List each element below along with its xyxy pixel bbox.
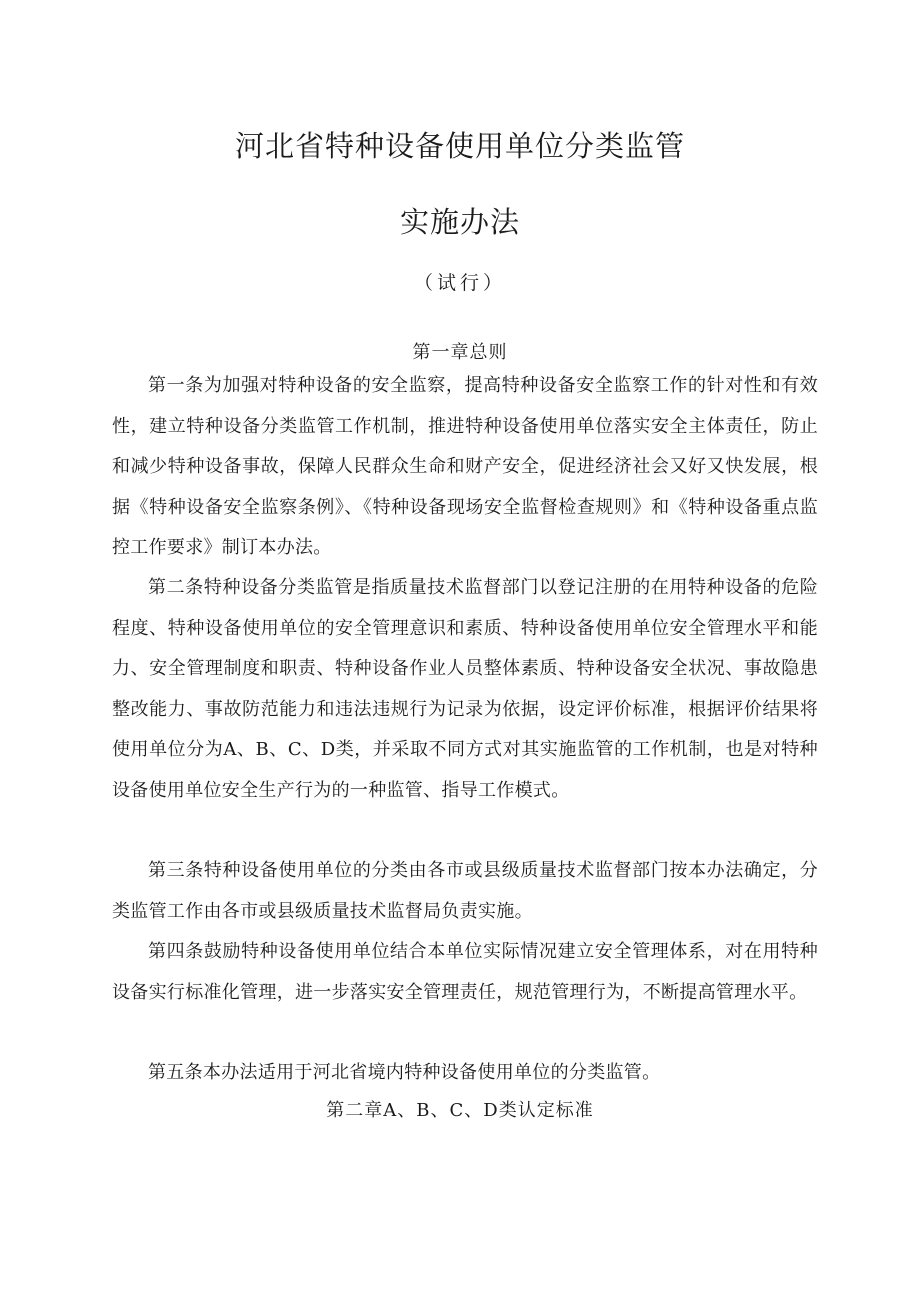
document-title-line-1: 河北省特种设备使用单位分类监管	[234, 129, 685, 163]
article-3: 第三条特种设备使用单位的分类由各市或县级质量技术监督部门按本办法确定，分类监管工作由各市或县级质量技术监督局负责实施。	[112, 860, 818, 922]
chapter-heading-1: 第一章总则	[412, 342, 508, 363]
article-2: 第二条特种设备分类监管是指质量技术监督部门以登记注册的在用特种设备的危险程度、特种设备使用单位的安全管理意识和素质、特种设备使用单位安全管理水平和能力、安全管理制度和职责、特种设备作业人员整体素质、特种设备安全状况、事故隐患整改能力、事故防范能力和违法违规行为记录为依据，设定评价标准，根据评价结果将使用单位分为A、B、C、D类，并采取不同方式对其实施监管的工作机制，也是对特种设备使用单位安全生产行为的一种监管、指导工作模式。	[112, 577, 818, 801]
document-title-line-2: 实施办法	[399, 205, 520, 239]
article-4: 第四条鼓励特种设备使用单位结合本单位实际情况建立安全管理体系，对在用特种设备实行标准化管理，进一步落实安全管理责任，规范管理行为，不断提高管理水平。	[112, 941, 818, 1003]
article-5: 第五条本办法适用于河北省境内特种设备使用单位的分类监管。	[148, 1062, 661, 1083]
document-subtitle: （试行）	[413, 272, 506, 294]
chapter-heading-2: 第二章A、B、C、D类认定标准	[326, 1100, 594, 1121]
article-1: 第一条为加强对特种设备的安全监察，提高特种设备安全监察工作的针对性和有效性，建立特种设备分类监管工作机制，推进特种设备使用单位落实安全主体责任，防止和减少特种设备事故，保障人民群众生命和财产安全，促进经济社会又好又快发展，根据《特种设备安全监察条例》、《特种设备现场安全监督检查规则》和《特种设备重点监控工作要求》制订本办法。	[112, 375, 818, 558]
